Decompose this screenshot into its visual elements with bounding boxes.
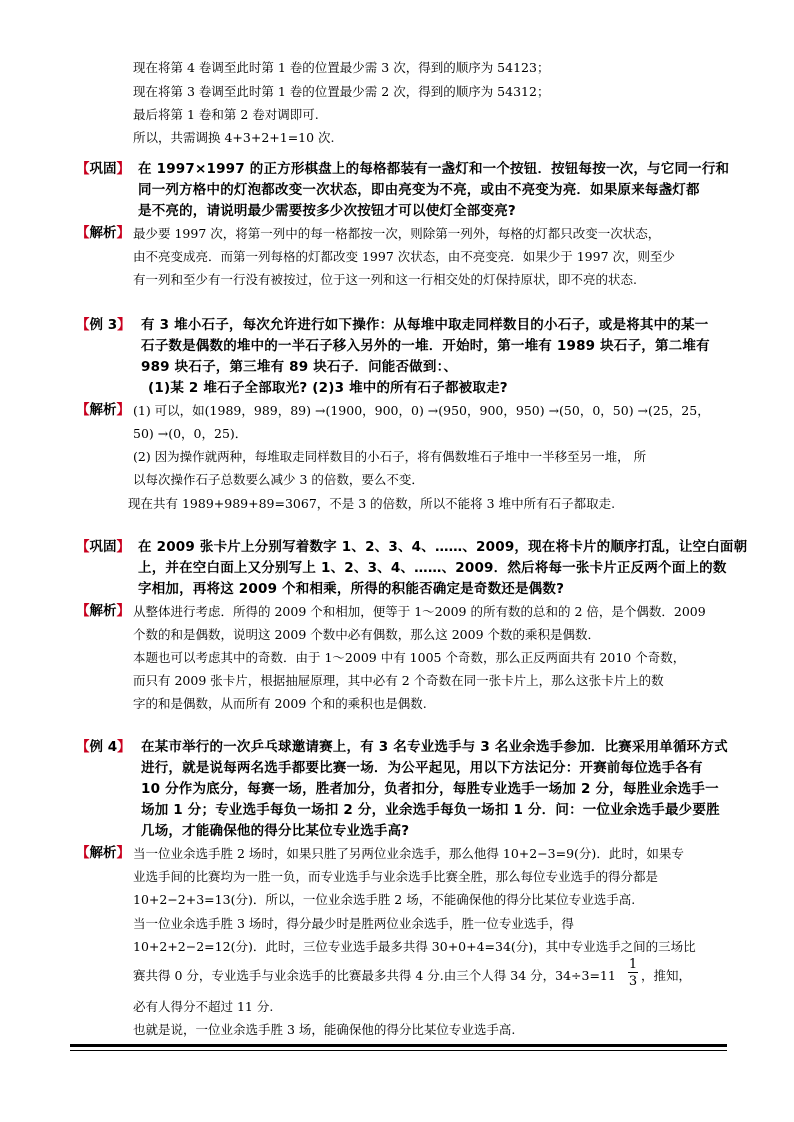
bracket-close: 】: [116, 845, 130, 861]
question-line: 989 块石子，第三堆有 89 块石子．问能否做到：、: [141, 359, 458, 375]
solution-tag: [76, 846, 130, 861]
solution-tag: [76, 604, 130, 619]
bracket-close: 】: [116, 402, 130, 418]
solution-line: 而只有 2009 张卡片，根据抽屉原理，其中必有 2 个奇数在同一张卡片上，那么这张卡片上的数: [133, 673, 664, 688]
solution-line: 由不亮变成亮．而第一列每格的灯都改变 1997 次状态，由不亮变亮．如果少于 1997 次，则至少: [133, 249, 676, 264]
solution-line: 业选手间的比赛均为一胜一负，而专业选手与业余选手比赛全胜，那么每位专业选手的得分都是: [133, 869, 659, 884]
tag-label: 解析: [89, 603, 117, 619]
solution-line: 10+2+2−2=12(分)．此时，三位专业选手最多共得 30+0+4=34(分)，其中专业选手之间的三场比: [133, 939, 696, 954]
fraction-one-third: [628, 958, 638, 988]
tag-label: 例 4: [89, 739, 118, 755]
bracket-open: 【: [76, 317, 90, 333]
text-line: 最后将第 1 卷和第 2 卷对调即可.: [133, 107, 319, 122]
bracket-open: 【: [76, 739, 90, 755]
question-line: 在 1997×1997 的正方形棋盘上的每格都装有一盏灯和一个按钮．按钮每按一次，与它同一行和: [138, 161, 730, 177]
solution-line: 当一位业余选手胜 2 场时，如果只胜了另两位业余选手，那么他得 10+2−3=9(分)．此时，如果专: [133, 846, 684, 861]
tag-label: 巩固: [89, 161, 117, 177]
solution-line: 最少要 1997 次，将第一列中的每一格都按一次，则除第一列外，每格的灯都只改变一次状态，: [133, 226, 661, 241]
solution-line: (2) 因为操作就两种，每堆取走同样数目的小石子，将有偶数堆石子堆中一半移至另一堆， 所: [133, 449, 647, 464]
example-4-tag: [76, 740, 131, 755]
bracket-open: 【: [76, 539, 90, 555]
bracket-close: 】: [116, 225, 130, 241]
question-line: 场加 1 分；专业选手每负一场扣 2 分，业余选手每负一场扣 1 分．问：一位业余选手最少要胜: [141, 802, 720, 818]
tag-label: 解析: [89, 845, 117, 861]
text-line: 现在将第 4 卷调至此时第 1 卷的位置最少需 3 次，得到的顺序为 54123；: [133, 60, 550, 75]
consolidate-tag: [76, 540, 130, 555]
solution-line: 当一位业余选手胜 3 场时，得分最少时是胜两位业余选手，胜一位专业选手，得: [133, 916, 574, 931]
bracket-close: 】: [116, 603, 130, 619]
question-line: 有 3 堆小石子，每次允许进行如下操作：从每堆中取走同样数目的小石子，或是将其中的某一: [141, 317, 709, 333]
bracket-open: 【: [76, 161, 90, 177]
bracket-close: 】: [117, 739, 131, 755]
consolidate-tag: [76, 162, 130, 177]
footer-rule-thin: [70, 1050, 727, 1051]
solution-line: 10+2−2+3=13(分)．所以，一位业余选手胜 2 场，不能确保他的得分比某位专业选手高.: [133, 892, 636, 907]
solution-line: 从整体进行考虑．所得的 2009 个和相加，便等于 1～2009 的所有数的总和的 2 倍，是个偶数．2009: [133, 604, 706, 619]
bracket-close: 】: [116, 539, 130, 555]
solution-line: 必有人得分不超过 11 分.: [133, 999, 274, 1014]
example-3-tag: [76, 318, 131, 333]
question-line: 在某市举行的一次乒乓球邀请赛上，有 3 名专业选手与 3 名业余选手参加．比赛采用单循环方式: [141, 739, 728, 755]
bracket-open: 【: [76, 402, 90, 418]
solution-line: (1) 可以，如(1989，989，89) →(1900，900，0) →(950，900，950) →(50，0，50) →(25，25，: [133, 403, 710, 418]
question-line: 在 2009 张卡片上分别写着数字 1、2、3、4、……、2009，现在将卡片的顺序打乱，让空白面朝: [138, 539, 748, 555]
bracket-close: 】: [117, 317, 131, 333]
bracket-close: 】: [116, 161, 130, 177]
question-line: 同一列方格中的灯泡都改变一次状态，即由亮变为不亮，或由不亮变为亮．如果原来每盏灯都: [138, 182, 700, 198]
question-line: (1)某 2 堆石子全部取光? (2)3 堆中的所有石子都被取走?: [148, 380, 508, 396]
solution-line: 50) →(0，0，25)．: [133, 426, 248, 441]
question-line: 进行，就是说每两名选手都要比赛一场．为公平起见，用以下方法记分：开赛前每位选手各有: [141, 760, 703, 776]
tag-label: 例 3: [89, 317, 118, 333]
question-line: 石子数是偶数的堆中的一半石子移入另外的一堆．开始时，第一堆有 1989 块石子，第二堆有: [141, 338, 710, 354]
tag-label: 解析: [89, 225, 117, 241]
tag-label: 巩固: [89, 539, 117, 555]
solution-line: 也就是说，一位业余选手胜 3 场，能确保他的得分比某位专业选手高.: [133, 1022, 516, 1037]
solution-line: 字的和是偶数，从而所有 2009 个和的乘积也是偶数.: [133, 696, 427, 711]
solution-tag: [76, 226, 130, 241]
text-line: 现在将第 3 卷调至此时第 1 卷的位置最少需 2 次，得到的顺序为 54312；: [133, 84, 550, 99]
question-line: 上，并在空白面上又分别写上 1、2、3、4、……、2009．然后将每一张卡片正反两个面上的数: [138, 560, 727, 576]
tag-label: 解析: [89, 402, 117, 418]
footer-rule: [70, 1044, 727, 1047]
solution-line: 有一列和至少有一行没有被按过，位于这一列和这一行相交处的灯保持原状，即不亮的状态.: [133, 272, 637, 287]
bracket-open: 【: [76, 603, 90, 619]
bracket-open: 【: [76, 845, 90, 861]
bracket-open: 【: [76, 225, 90, 241]
fraction-numerator: 1: [628, 957, 638, 972]
solution-line: 赛共得 0 分，专业选手与业余选手的比赛最多共得 4 分.由三个人得 34 分，34÷3=11: [133, 968, 616, 983]
question-line: 字相加，再将这 2009 个和相乘，所得的积能否确定是奇数还是偶数?: [138, 581, 565, 597]
question-line: 是不亮的，请说明最少需要按多少次按钮才可以使灯全部变亮?: [138, 203, 516, 219]
solution-tag: [76, 403, 130, 418]
solution-line: 以每次操作石子总数要么减少 3 的倍数，要么不变．: [133, 472, 424, 487]
solution-line: 本题也可以考虑其中的奇数．由于 1～2009 中有 1005 个奇数，那么正反两面共有 2010 个奇数，: [133, 650, 686, 665]
question-line: 10 分作为底分，每赛一场，胜者加分，负者扣分，每胜专业选手一场加 2 分，每胜业余选手一: [141, 781, 719, 797]
solution-line: 个数的和是偶数，说明这 2009 个数中必有偶数，那么这 2009 个数的乘积是偶数．: [133, 627, 601, 642]
solution-line: ，推知，: [641, 968, 692, 983]
question-line: 几场，才能确保他的得分比某位专业选手高?: [141, 823, 410, 839]
text-line: 所以，共需调换 4+3+2+1=10 次.: [133, 130, 335, 145]
solution-line: 现在共有 1989+989+89=3067，不是 3 的倍数，所以不能将 3 堆中所有石子都取走.: [128, 496, 616, 511]
fraction-denominator: 3: [628, 974, 638, 989]
